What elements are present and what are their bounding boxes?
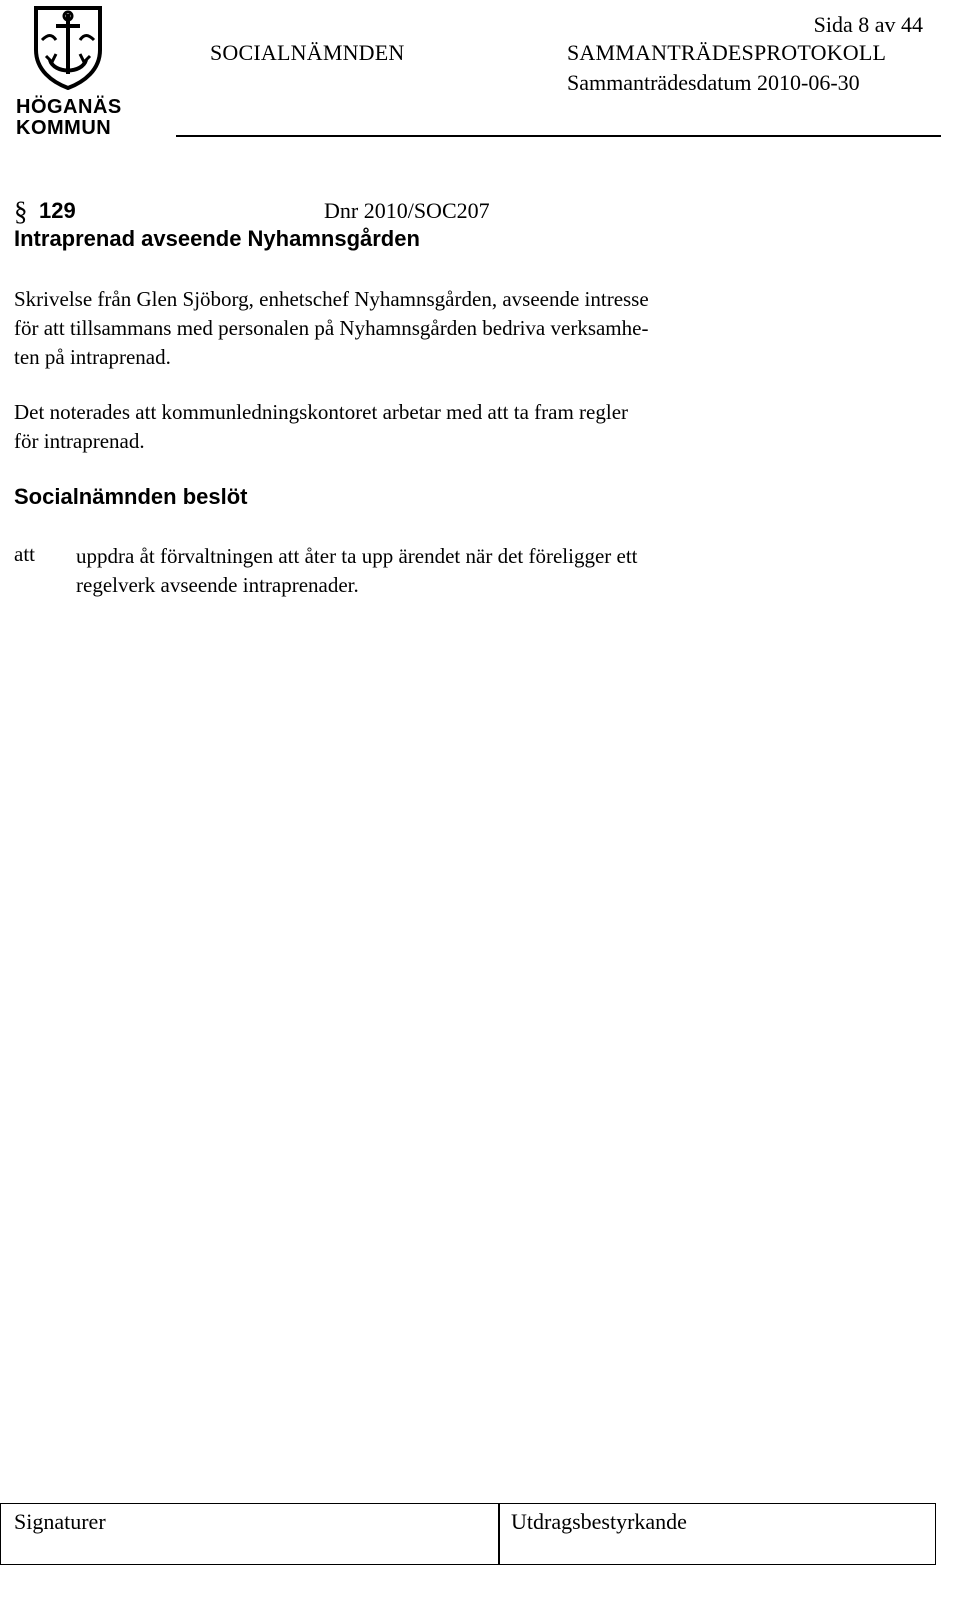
section-header [14, 198, 534, 228]
text-line: uppdra åt förvaltningen att åter ta upp ärendet när det föreligger ett [76, 544, 638, 568]
department-name: SOCIALNÄMNDEN [210, 40, 405, 65]
decision-heading: Socialnämnden beslöt [14, 484, 248, 509]
decision-text [76, 542, 796, 600]
municipality-logo [14, 4, 122, 140]
header-divider [176, 135, 941, 137]
signature-divider [498, 1504, 500, 1564]
signature-box [0, 1503, 936, 1565]
note-paragraph [14, 398, 814, 456]
text-line: för att tillsammans med personalen på Nyhamnsgården bedriva verksamhe- [14, 316, 649, 340]
paragraph-sign: § [14, 196, 28, 226]
background-paragraph [14, 285, 814, 372]
meeting-date: Sammanträdesdatum 2010-06-30 [567, 70, 860, 95]
coat-of-arms-icon [32, 4, 104, 90]
text-line: ten på intraprenad. [14, 345, 171, 369]
extract-certification-label: Utdragsbestyrkande [511, 1509, 687, 1534]
text-line: regelverk avseende intraprenader. [76, 573, 359, 597]
decision-att-label: att [14, 542, 35, 566]
text-line: Skrivelse från Glen Sjöborg, enhetschef Nyhamnsgården, avseende intresse [14, 287, 649, 311]
page-number: Sida 8 av 44 [813, 12, 923, 37]
logo-text-line2: KOMMUN [16, 117, 112, 139]
section-number: 129 [39, 198, 76, 223]
logo-text-line1: HÖGANÄS [16, 96, 122, 118]
text-line: Det noterades att kommunledningskontoret arbetar med att ta fram regler [14, 400, 629, 424]
registration-number: Dnr 2010/SOC207 [324, 198, 490, 223]
signatures-label: Signaturer [14, 1509, 106, 1534]
text-line: för intraprenad. [14, 429, 145, 453]
protocol-title: SAMMANTRÄDESPROTOKOLL [567, 40, 887, 65]
section-title: Intraprenad avseende Nyhamnsgården [14, 226, 420, 251]
